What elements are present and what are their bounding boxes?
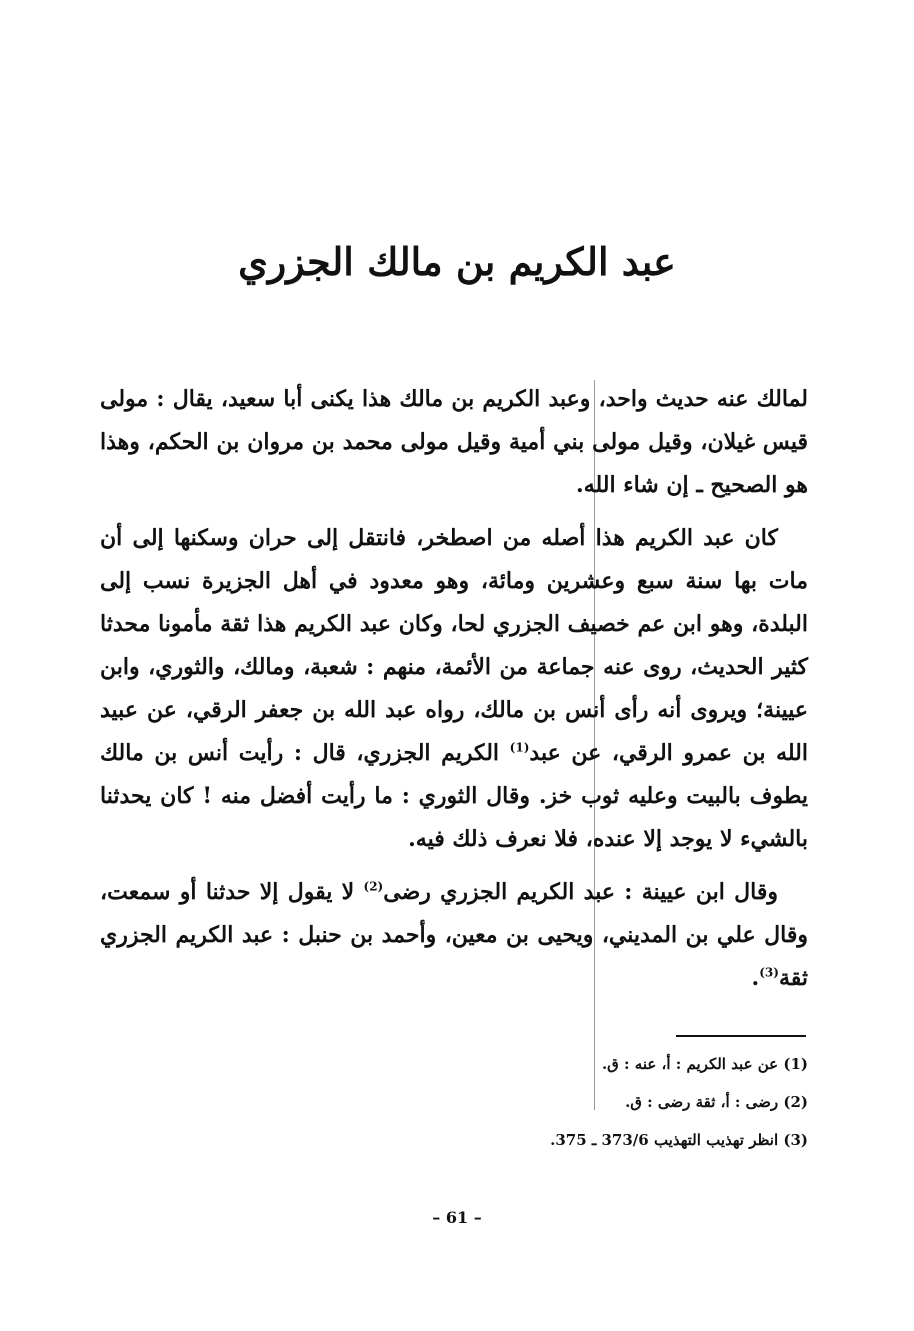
paragraph-3-end: .: [751, 965, 760, 991]
paragraph-2: [100, 517, 808, 861]
footnote-1: (1) عن عبد الكريم : أ، عنه : ق.: [601, 1055, 808, 1073]
footnote-3: (3) انظر تهذيب التهذيب 373/6 ـ 375.: [550, 1131, 808, 1149]
paragraph-2-continuation: الكريم الجزري، قال : رأيت أنس بن مالك يطوف بالبيت وعليه ثوب خز. وقال الثوري : ما رأيت أفضل منه ! كان يحدثنا بالشيء لا يوجد إلا عنده، فلا نعرف ذلك فيه.: [100, 740, 808, 852]
footnotes: [300, 1045, 808, 1159]
paragraph-3-continuation: لا يقول إلا حدثنا أو سمعت، وقال علي بن المديني، ويحيى بن معين، وأحمد بن حنبل : عبد الكريم الجزري ثقة: [100, 879, 808, 991]
footnote-marker-1: (1): [509, 740, 530, 755]
paragraph-3-text: وقال ابن عيينة : عبد الكريم الجزري رضى: [383, 879, 778, 905]
footnote-separator: [676, 1035, 806, 1037]
body-text: [100, 378, 808, 1010]
paragraph-1: لمالك عنه حديث واحد، وعبد الكريم بن مالك هذا يكنى أبا سعيد، يقال : مولى قيس غيلان، وقيل مولى بني أمية وقيل مولى محمد بن مروان بن الحكم، وهذا هو الصحيح ـ إن شاء الله.: [100, 386, 808, 498]
paragraph-3: [100, 871, 808, 1000]
page-number: – 61 –: [432, 1208, 482, 1227]
footnote-marker-3: (3): [759, 965, 779, 980]
footnote-marker-2: (2): [363, 879, 384, 894]
page-title: عبد الكريم بن مالك الجزري: [238, 239, 676, 284]
paragraph-2-text: كان عبد الكريم هذا أصله من اصطخر، فانتقل إلى حران وسكنها إلى أن مات بها سنة سبع وعشرين ومائة، وهو معدود في أهل الجزيرة نسب إلى البلدة، وهو ابن عم خصيف الجزري لحا، وكان عبد الكريم هذا ثقة مأمونا محدثا كثير الحديث، روى عنه جماعة من الأئمة، منهم : شعبة، ومالك، والثوري، وابن عيينة؛ ويروى أنه رأى أنس بن مالك، رواه عبد الله بن جعفر الرقي، عن عبيد الله بن عمرو الرقي، عن عبد: [100, 525, 809, 766]
footnote-2: (2) رضى : أ، ثقة رضى : ق.: [625, 1093, 808, 1111]
